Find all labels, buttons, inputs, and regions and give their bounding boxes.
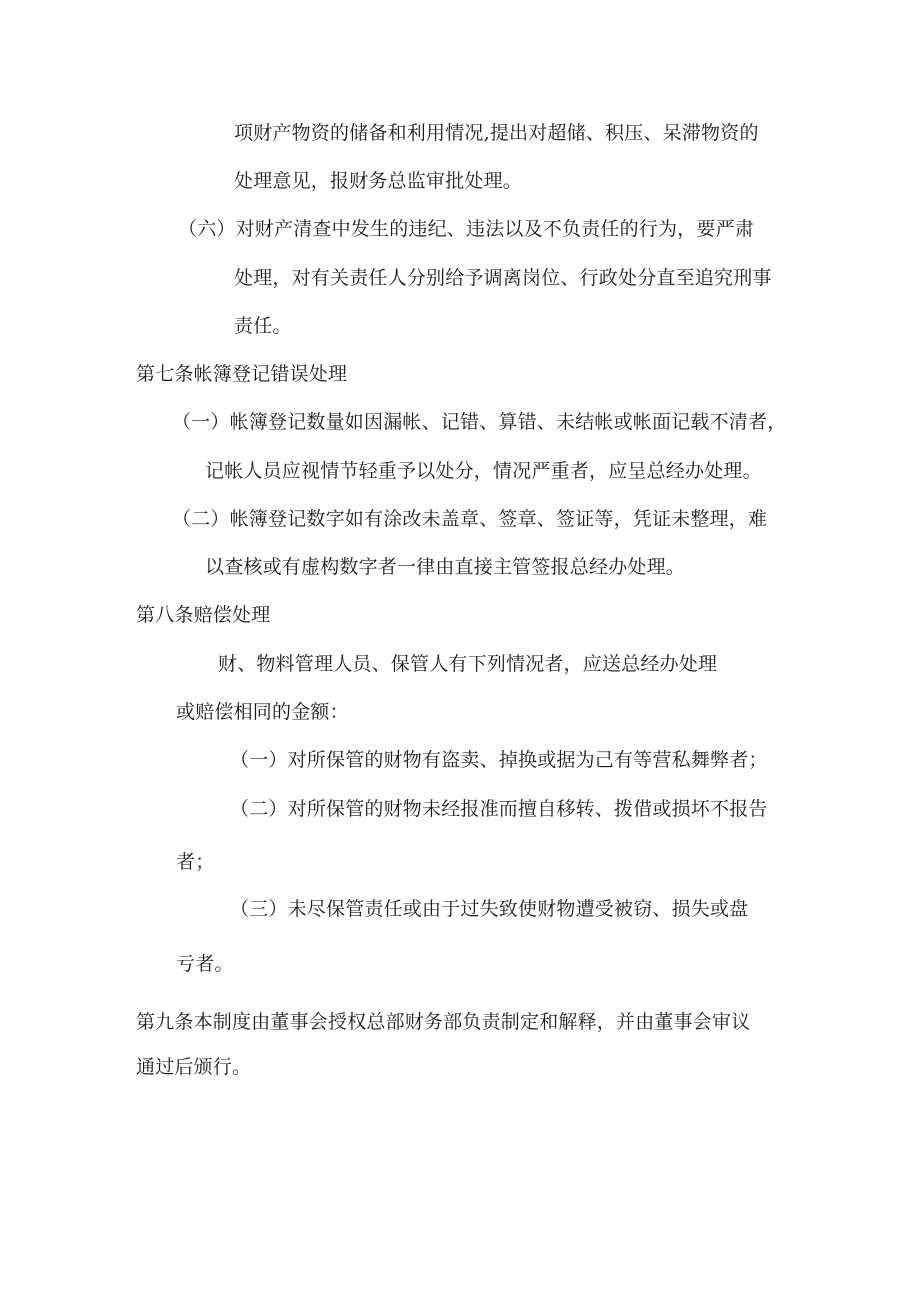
paragraph-line: 项财产物资的储备和利用情况,提出对超储、积压、呆滞物资的 (234, 122, 759, 144)
paragraph-line: （一）对所保管的财物有盗卖、掉换或据为己有等营私舞弊者； (230, 749, 768, 771)
paragraph-line: 亏者。 (176, 953, 234, 975)
paragraph-line: 通过后颁行。 (136, 1056, 252, 1078)
paragraph-line: （一）帐簿登记数量如因漏帐、记错、算错、未结帐或帐面记载不清者， (172, 411, 787, 433)
paragraph-line: 处理，对有关责任人分别给予调离岗位、行政处分直至追究刑事 (234, 267, 772, 289)
paragraph-line: 或赔偿相同的金额： (176, 701, 349, 723)
paragraph-line: 财、物料管理人员、保管人有下列情况者，应送总经办处理 (218, 653, 718, 675)
paragraph-line: 者； (176, 851, 215, 873)
section-heading: 第八条赔偿处理 (136, 604, 271, 626)
paragraph-line: （六）对财产清查中发生的违纪、违法以及不负责任的行为，要严肃 (178, 218, 755, 240)
paragraph-line: （二）对所保管的财物未经报准而擅自移转、拨借或损坏不报告 (230, 798, 768, 820)
paragraph-line: 责任。 (234, 315, 292, 337)
paragraph-line: 处理意见，报财务总监审批处理。 (234, 170, 523, 192)
paragraph-line: 以查核或有虚构数字者一律由直接主管签报总经办处理。 (205, 556, 686, 578)
paragraph-line: （三）未尽保管责任或由于过失致使财物遭受被窃、损失或盘 (230, 898, 749, 920)
paragraph-line: （二）帐簿登记数字如有涂改未盖章、签章、签证等，凭证未整理，难 (172, 508, 768, 530)
section-heading: 第七条帐簿登记错误处理 (136, 363, 348, 385)
paragraph-line: 记帐人员应视情节轻重予以处分，情况严重者，应呈总经办处理。 (205, 460, 762, 482)
section-heading: 第九条本制度由董事会授权总部财务部负责制定和解释，并由董事会审议 (136, 1011, 751, 1033)
